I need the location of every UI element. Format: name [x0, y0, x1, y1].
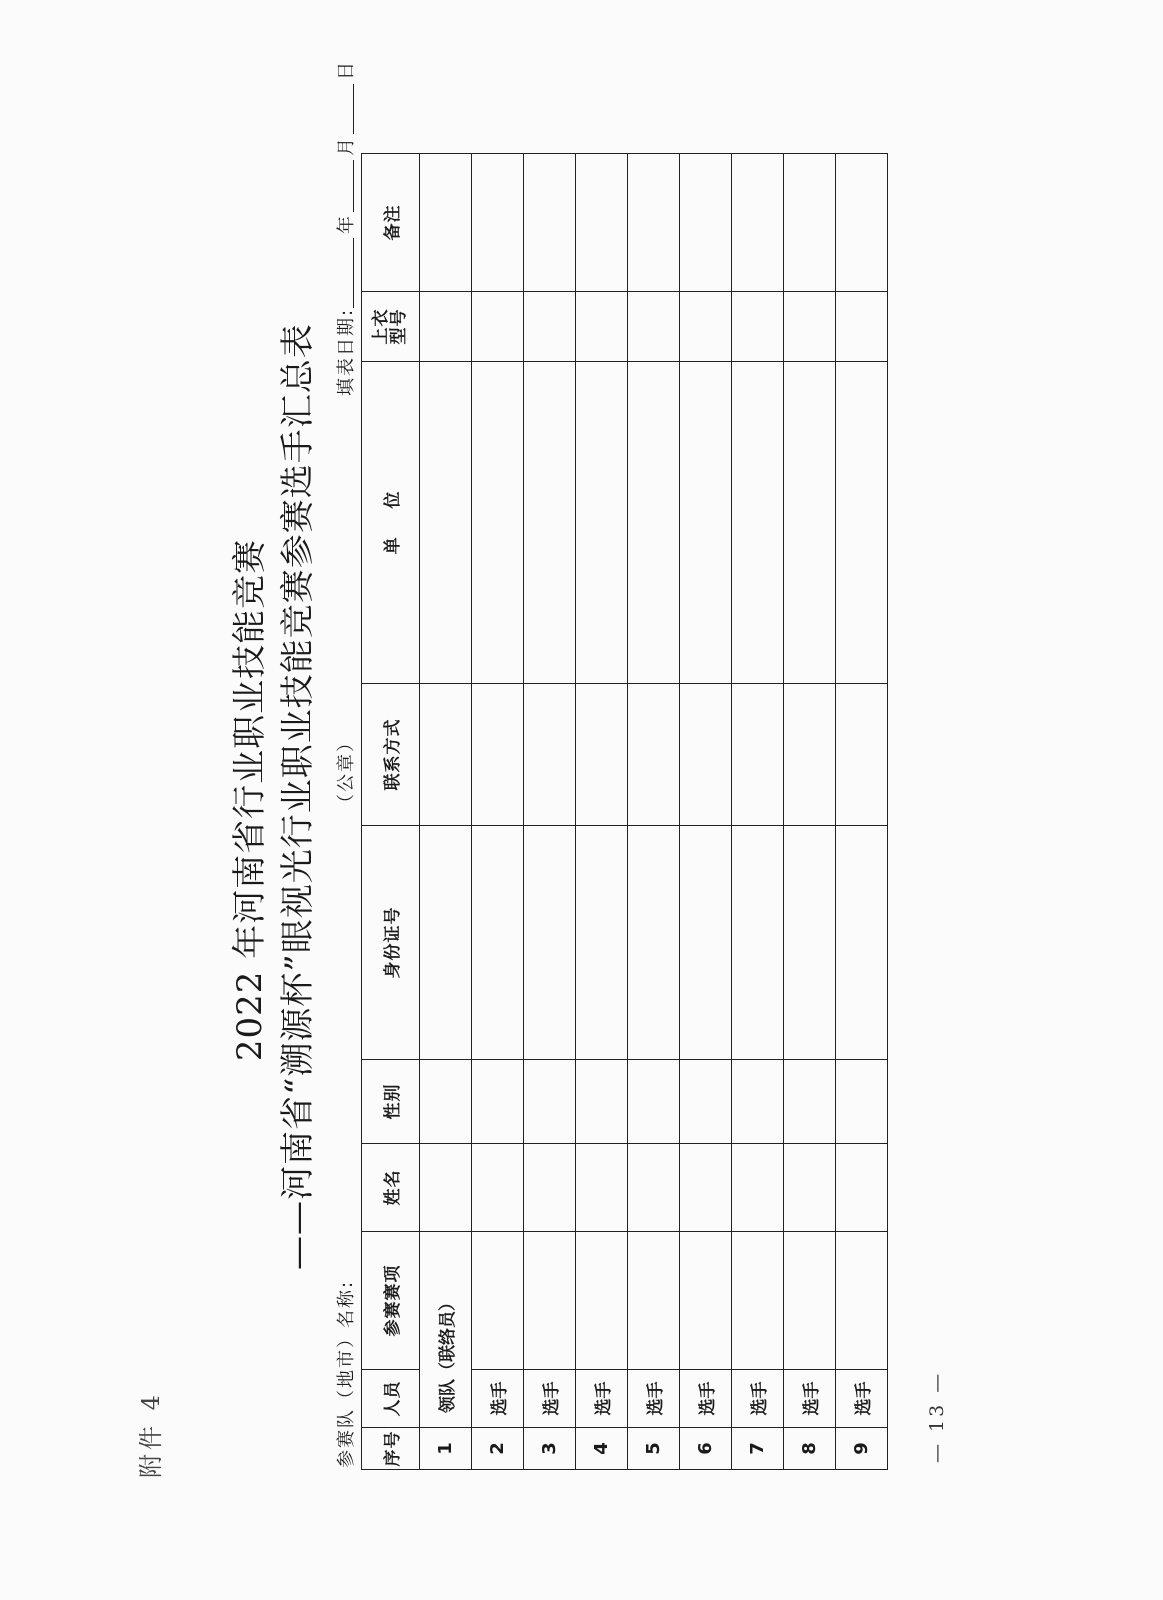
table-row — [680, 154, 732, 1470]
cell-remarks[interactable] — [836, 154, 888, 292]
cell-event[interactable] — [836, 1232, 888, 1370]
cell-organization[interactable] — [576, 362, 628, 684]
table-row — [784, 154, 836, 1470]
table-header-row — [362, 154, 420, 1470]
attachment-label: 附件 4 — [137, 1391, 165, 1478]
cell-role: 选手 — [576, 1370, 628, 1428]
cell-name[interactable] — [420, 1144, 472, 1232]
cell-no: 1 — [420, 1428, 472, 1470]
cell-organization[interactable] — [784, 362, 836, 684]
header-gender: 性别 — [362, 1060, 420, 1144]
cell-no: 4 — [576, 1428, 628, 1470]
month-blank[interactable] — [353, 160, 354, 212]
cell-contact[interactable] — [576, 684, 628, 826]
day-label: 日 — [336, 62, 357, 80]
page-number: — 13 — — [926, 1370, 948, 1463]
cell-role: 选手 — [680, 1370, 732, 1428]
cell-event[interactable] — [628, 1232, 680, 1370]
header-event: 参赛赛项 — [362, 1232, 420, 1370]
cell-role: 选手 — [524, 1370, 576, 1428]
cell-remarks[interactable] — [784, 154, 836, 292]
cell-organization[interactable] — [680, 362, 732, 684]
cell-contact[interactable] — [836, 684, 888, 826]
cell-event[interactable] — [680, 1232, 732, 1370]
cell-event[interactable] — [576, 1232, 628, 1370]
cell-contact[interactable] — [472, 684, 524, 826]
cell-id-number[interactable] — [732, 826, 784, 1060]
year-blank[interactable] — [353, 238, 354, 308]
cell-name[interactable] — [836, 1144, 888, 1232]
header-id-number: 身份证号 — [362, 826, 420, 1060]
participant-summary-table — [361, 153, 888, 1470]
cell-role: 选手 — [628, 1370, 680, 1428]
cell-contact[interactable] — [628, 684, 680, 826]
cell-shirt-size[interactable] — [420, 292, 472, 362]
cell-id-number[interactable] — [524, 826, 576, 1060]
cell-shirt-size[interactable] — [680, 292, 732, 362]
cell-name[interactable] — [680, 1144, 732, 1232]
table-row — [420, 154, 472, 1470]
table-body — [420, 154, 888, 1470]
cell-role: 领队（联络员） — [420, 1232, 472, 1428]
cell-no: 6 — [680, 1428, 732, 1470]
cell-id-number[interactable] — [628, 826, 680, 1060]
cell-contact[interactable] — [524, 684, 576, 826]
table-row — [628, 154, 680, 1470]
title-line-1: 2022 年河南省行业职业技能竞赛 — [230, 538, 270, 1062]
cell-name[interactable] — [732, 1144, 784, 1232]
cell-shirt-size[interactable] — [628, 292, 680, 362]
header-shirt-size-text: 上衣型号 — [371, 308, 409, 345]
cell-no: 2 — [472, 1428, 524, 1470]
table-row — [836, 154, 888, 1470]
cell-name[interactable] — [472, 1144, 524, 1232]
cell-id-number[interactable] — [680, 826, 732, 1060]
cell-no: 3 — [524, 1428, 576, 1470]
cell-event[interactable] — [472, 1232, 524, 1370]
cell-shirt-size[interactable] — [472, 292, 524, 362]
table-row — [524, 154, 576, 1470]
cell-contact[interactable] — [680, 684, 732, 826]
cell-organization[interactable] — [472, 362, 524, 684]
cell-event[interactable] — [732, 1232, 784, 1370]
cell-event[interactable] — [524, 1232, 576, 1370]
cell-remarks[interactable] — [472, 154, 524, 292]
cell-organization[interactable] — [420, 362, 472, 684]
table-row — [576, 154, 628, 1470]
cell-gender[interactable] — [784, 1060, 836, 1144]
cell-no: 8 — [784, 1428, 836, 1470]
cell-shirt-size[interactable] — [576, 292, 628, 362]
cell-remarks[interactable] — [576, 154, 628, 292]
cell-id-number[interactable] — [420, 826, 472, 1060]
table-row — [472, 154, 524, 1470]
cell-role: 选手 — [836, 1370, 888, 1428]
header-role: 人员 — [362, 1370, 420, 1428]
cell-name[interactable] — [628, 1144, 680, 1232]
cell-contact[interactable] — [732, 684, 784, 826]
cell-no: 7 — [732, 1428, 784, 1470]
cell-name[interactable] — [524, 1144, 576, 1232]
header-contact: 联系方式 — [362, 684, 420, 826]
cell-name[interactable] — [576, 1144, 628, 1232]
cell-id-number[interactable] — [576, 826, 628, 1060]
fill-date-label: 填表日期: — [336, 307, 357, 396]
table-row — [732, 154, 784, 1470]
cell-shirt-size[interactable] — [836, 292, 888, 362]
cell-organization[interactable] — [628, 362, 680, 684]
cell-event[interactable] — [784, 1232, 836, 1370]
cell-remarks[interactable] — [732, 154, 784, 292]
cell-shirt-size[interactable] — [524, 292, 576, 362]
header-shirt-size — [362, 292, 420, 362]
cell-organization[interactable] — [836, 362, 888, 684]
cell-id-number[interactable] — [836, 826, 888, 1060]
day-blank[interactable] — [353, 84, 354, 134]
header-remarks: 备注 — [362, 154, 420, 292]
cell-remarks[interactable] — [524, 154, 576, 292]
header-no: 序号 — [362, 1428, 420, 1470]
cell-id-number[interactable] — [784, 826, 836, 1060]
cell-gender[interactable] — [732, 1060, 784, 1144]
cell-role: 选手 — [732, 1370, 784, 1428]
cell-remarks[interactable] — [628, 154, 680, 292]
cell-remarks[interactable] — [680, 154, 732, 292]
cell-gender[interactable] — [628, 1060, 680, 1144]
header-organization: 单 位 — [362, 362, 420, 684]
seal-label: （公章） — [336, 732, 357, 812]
month-label: 月 — [336, 138, 357, 156]
cell-remarks[interactable] — [420, 154, 472, 292]
cell-gender[interactable] — [524, 1060, 576, 1144]
cell-gender[interactable] — [680, 1060, 732, 1144]
cell-organization[interactable] — [732, 362, 784, 684]
cell-gender[interactable] — [420, 1060, 472, 1144]
header-name: 姓名 — [362, 1144, 420, 1232]
year-label: 年 — [336, 216, 357, 234]
cell-shirt-size[interactable] — [732, 292, 784, 362]
form-meta-row — [326, 62, 360, 1468]
cell-gender[interactable] — [472, 1060, 524, 1144]
cell-role: 选手 — [472, 1370, 524, 1428]
team-name-label: 参赛队（地市）名称: — [336, 1279, 357, 1468]
cell-id-number[interactable] — [472, 826, 524, 1060]
cell-no: 9 — [836, 1428, 888, 1470]
cell-role: 选手 — [784, 1370, 836, 1428]
title-line-2: ——河南省“溯源杯”眼视光行业职业技能竞赛参赛选手汇总表 — [278, 323, 318, 1270]
cell-contact[interactable] — [784, 684, 836, 826]
cell-gender[interactable] — [576, 1060, 628, 1144]
cell-name[interactable] — [784, 1144, 836, 1232]
cell-gender[interactable] — [836, 1060, 888, 1144]
cell-contact[interactable] — [420, 684, 472, 826]
cell-no: 5 — [628, 1428, 680, 1470]
cell-shirt-size[interactable] — [784, 292, 836, 362]
cell-organization[interactable] — [524, 362, 576, 684]
